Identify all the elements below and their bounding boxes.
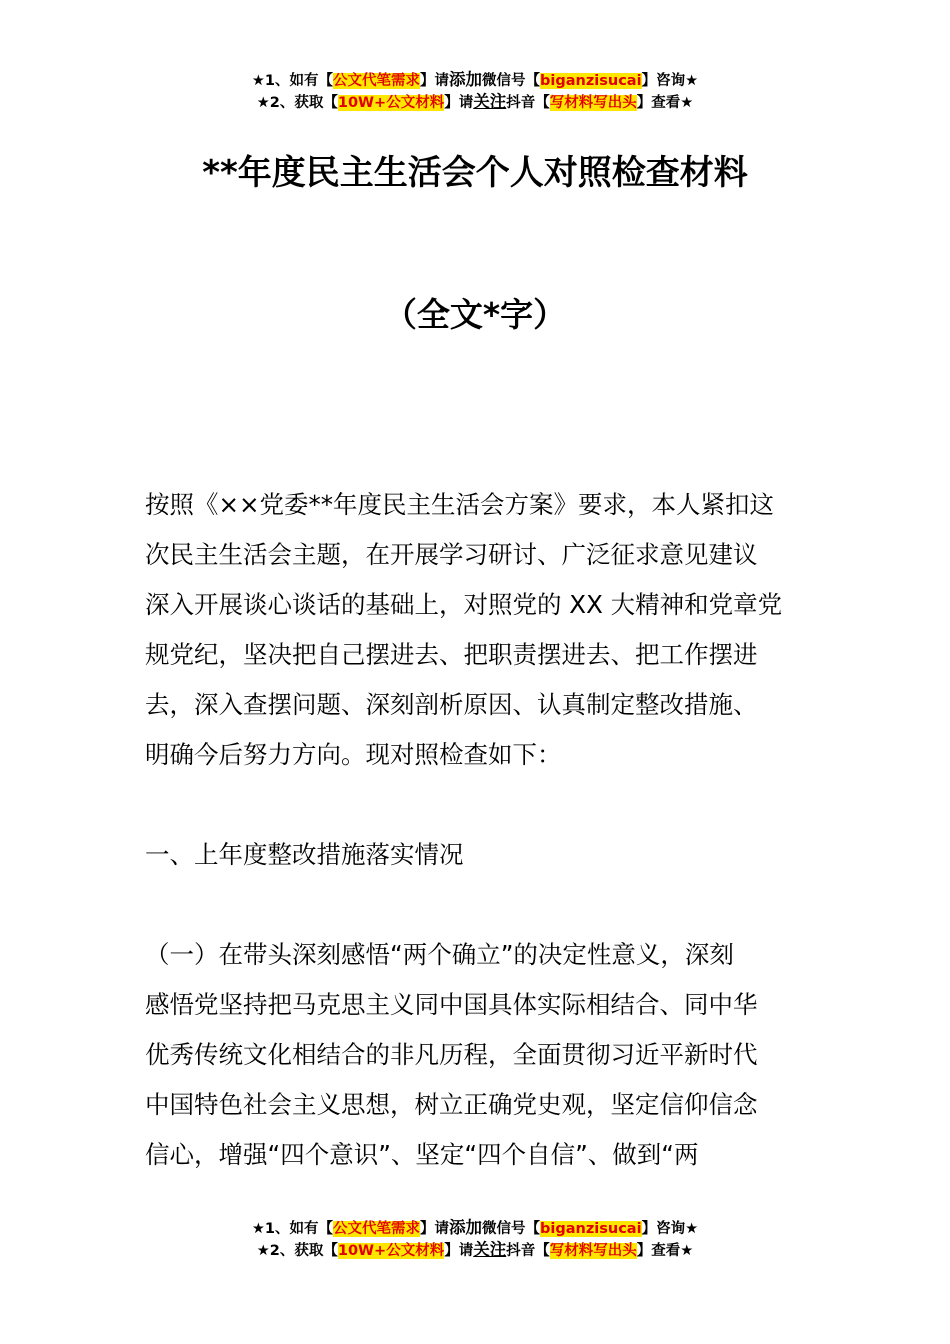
- banner-text: ★2、获取【: [256, 1243, 338, 1259]
- banner-line-1: [0, 1217, 950, 1239]
- banner-text: 微信号【: [482, 1221, 541, 1237]
- banner-text: 】请: [420, 1221, 450, 1237]
- section-heading: [145, 830, 807, 880]
- text-line: 优秀传统文化相结合的非凡历程，全面贯彻习近平新时代: [145, 1040, 758, 1069]
- banner-text: 】咨询★: [641, 1221, 699, 1237]
- banner-emphasis: 关注: [473, 92, 507, 111]
- highlight-service: 公文代笔需求: [333, 1221, 421, 1237]
- banner-text: ★2、获取【: [256, 95, 338, 111]
- heading-text: 一、上年度整改措施落实情况: [145, 840, 464, 869]
- text-line: 去，深入查摆问题、深刻剖析原因、认真制定整改措施、: [145, 690, 758, 719]
- text-line: （一）在带头深刻感悟“两个确立”的决定性意义，深刻: [145, 940, 734, 969]
- banner-text: 】咨询★: [641, 73, 699, 89]
- highlight-materials: 10W+公文材料: [337, 1243, 445, 1259]
- banner-text: 】查看★: [636, 95, 694, 111]
- highlight-douyin: 写材料写出头: [549, 1243, 637, 1259]
- banner-text: 抖音【: [506, 95, 550, 111]
- banner-text: 】请: [444, 95, 474, 111]
- banner-emphasis: 添加: [449, 1218, 483, 1237]
- banner-line-1: [0, 69, 950, 91]
- text-line: 明确今后努力方向。现对照检查如下：: [145, 740, 562, 769]
- banner-text: 】查看★: [636, 1243, 694, 1259]
- text-line: 感悟党坚持把马克思主义同中国具体实际相结合、同中华: [145, 990, 758, 1019]
- banner-text: 微信号【: [482, 73, 541, 89]
- paragraph-intro: [145, 480, 807, 780]
- banner-emphasis: 关注: [473, 1240, 507, 1259]
- document-subtitle: （全文*字）: [383, 295, 567, 334]
- highlight-douyin: 写材料写出头: [549, 95, 637, 111]
- text-line: 规党纪，坚决把自己摆进去、把职责摆进去、把工作摆进: [145, 640, 758, 669]
- banner-line-2: [0, 91, 950, 113]
- text-line: 按照《××党委**年度民主生活会方案》要求，本人紧扣这: [145, 490, 775, 519]
- footer-banner: [0, 1217, 950, 1261]
- paragraph-section-1: [145, 930, 807, 1180]
- text-line: 深入开展谈心谈话的基础上，对照党的 XX 大精神和党章党: [145, 590, 783, 619]
- banner-line-2: [0, 1239, 950, 1261]
- text-line: 中国特色社会主义思想，树立正确党史观，坚定信仰信念: [145, 1090, 758, 1119]
- banner-text: 抖音【: [506, 1243, 550, 1259]
- highlight-service: 公文代笔需求: [333, 73, 421, 89]
- highlight-wechat-id: biganzisucai: [540, 1221, 642, 1237]
- text-line: 次民主生活会主题，在开展学习研讨、广泛征求意见建议: [145, 540, 758, 569]
- text-line: 信心，增强“四个意识”、坚定“四个自信”、做到“两: [145, 1140, 699, 1169]
- highlight-materials: 10W+公文材料: [337, 95, 445, 111]
- banner-text: ★1、如有【: [251, 73, 334, 89]
- banner-text: ★1、如有【: [251, 1221, 334, 1237]
- banner-text: 】请: [420, 73, 450, 89]
- highlight-wechat-id: biganzisucai: [540, 73, 642, 89]
- document-title: **年度民主生活会个人对照检查材料: [202, 153, 748, 193]
- banner-text: 】请: [444, 1243, 474, 1259]
- header-banner: [0, 69, 950, 113]
- banner-emphasis: 添加: [449, 70, 483, 89]
